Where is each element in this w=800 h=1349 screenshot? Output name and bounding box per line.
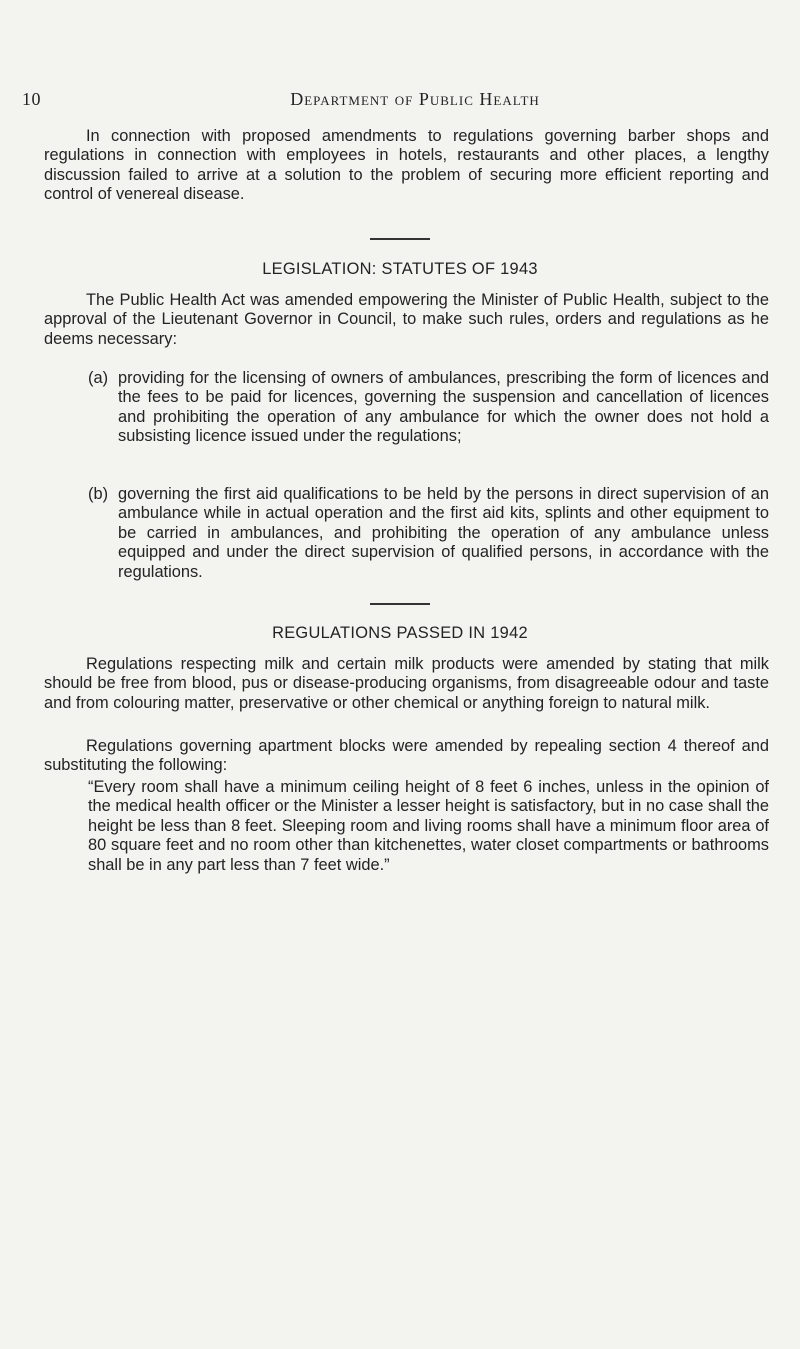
clause-a	[88, 369, 769, 447]
running-head: Department of Public Health	[290, 89, 540, 109]
section-divider	[370, 603, 430, 605]
clause-marker: (a)	[88, 369, 109, 387]
legislation-intro	[44, 291, 769, 349]
clause-text: governing the first aid qualifications to be held by the persons in direct supervision of an ambulance while in actual operation and the first aid kits, splints and other equipment to be carried in ambulances, and prohibiting the operation of any ambulance unless equipped and under the direct supervision of qualified persons, in accordance with the regulations.	[118, 485, 769, 581]
intro-paragraph: In connection with proposed amendments to regulations governing barber shops and regulations in connection with employees in hotels, restaurants and other places, a lengthy discussion failed to arrive at a solution to the problem of securing more efficient reporting and control of venereal disease.	[44, 127, 769, 204]
clause-text: providing for the licensing of owners of ambulances, prescribing the form of licences and the fees to be paid for licences, governing the suspension and cancellation of licences and prohibiting the operation of any ambulance for which the owner does not hold a subsisting licence issued under the regulations;	[118, 369, 769, 446]
page-number: 10	[22, 89, 41, 109]
legislation-heading: LEGISLATION: STATUTES OF 1943	[262, 260, 538, 278]
section-divider	[370, 238, 430, 240]
regulations-milk	[44, 655, 769, 713]
quoted-regulation: “Every room shall have a minimum ceiling height of 8 feet 6 inches, unless in the opinion of the medical health officer or the Minister a lesser height is satisfactory, but in no case shall the height be less than 8 feet. Sleeping room and living rooms shall have a minimum floor area of 80 square feet and no room other than kitchenettes, water closet compartments or bathrooms shall be in any part less than 7 feet wide.”	[88, 778, 769, 874]
regulations-heading: REGULATIONS PASSED IN 1942	[272, 624, 528, 642]
apartments-paragraph: Regulations governing apartment blocks were amended by repealing section 4 thereof and substituting the following:	[44, 737, 769, 775]
clause-marker: (b)	[88, 485, 109, 503]
milk-paragraph: Regulations respecting milk and certain milk products were amended by stating that milk should be free from blood, pus or disease-producing organisms, from disagreeable odour and taste and from colouring matter, preservative or other chemical or anything foreign to natural milk.	[44, 655, 769, 712]
intro-section	[44, 127, 769, 205]
legislation-intro-paragraph: The Public Health Act was amended empowering the Minister of Public Health, subject to the approval of the Lieutenant Governor in Council, to make such rules, orders and regulations as he deems necessary:	[44, 291, 769, 348]
regulations-apartments	[44, 737, 769, 776]
clause-b	[88, 485, 769, 582]
